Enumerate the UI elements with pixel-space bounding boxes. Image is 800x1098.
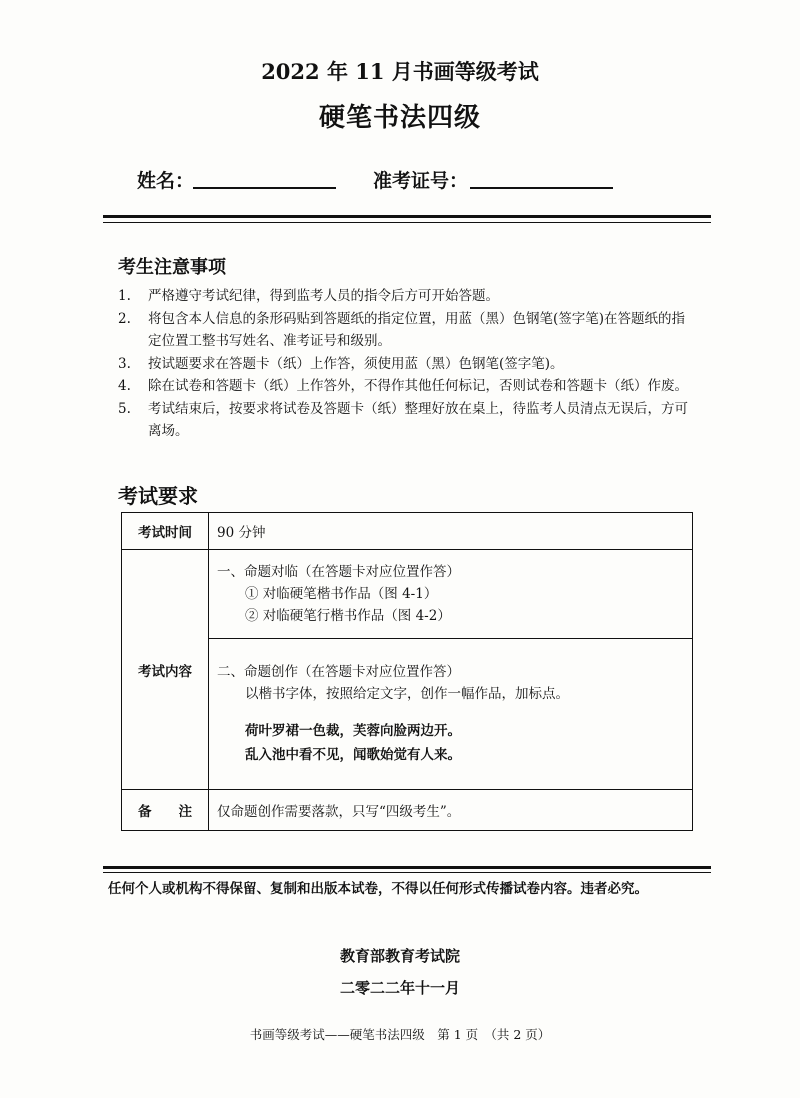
copyright-notice: 任何个人或机构不得保留、复制和出版本试卷，不得以任何形式传播试卷内容。违者必究。 (108, 881, 648, 897)
poem-line-1: 荷叶罗裙一色裁，芙蓉向脸两边开。 (245, 723, 461, 739)
requirements-heading: 考试要求 (118, 484, 198, 508)
candidate-id-label: 准考证号： (373, 170, 469, 192)
table-row (122, 513, 693, 550)
notice-item: 4. 除在试卷和答题卡（纸）上作答外，不得作其他任何标记，否则试卷和答题卡（纸）作废。 (118, 378, 688, 394)
candidate-id-blank-line[interactable] (470, 187, 613, 189)
part1-item-2: ② 对临硬笔行楷书作品（图 4-2） (245, 608, 451, 624)
exam-title: 2022 年 11 月书画等级考试 (261, 59, 539, 84)
footer-divider-thick (103, 866, 711, 869)
content-part2 (209, 639, 693, 790)
notice-item: 5. 考试结束后，按要求将试卷及答题卡（纸）整理好放在桌上，待监考人员清点无误后，方可离场。 (118, 400, 688, 439)
name-label: 姓名： (137, 170, 195, 192)
time-label: 考试时间 (122, 513, 209, 550)
notice-item: 3. 按试题要求在答题卡（纸）上作答，须使用蓝（黑）色钢笔(签字笔)。 (118, 355, 564, 372)
exam-subtitle: 硬笔书法四级 (318, 103, 481, 133)
notice-list (118, 285, 698, 443)
content-label: 考试内容 (122, 550, 209, 790)
content-part1 (209, 550, 693, 639)
header-divider-thick (103, 215, 711, 218)
notice-item: 2. 将包含本人信息的条形码贴到答题纸的指定位置，用蓝（黑）色钢笔(签字笔)在答题纸的指定位置工整书写姓名、准考证号和级别。 (118, 310, 686, 349)
requirements-table (121, 512, 693, 831)
time-value: 90 分钟 (209, 513, 693, 550)
issuer: 教育部教育考试院 (339, 947, 460, 965)
part2-description: 以楷书字体，按照给定文字，创作一幅作品，加标点。 (245, 686, 569, 702)
header-divider-thin (103, 222, 711, 223)
name-blank-line[interactable] (193, 187, 336, 189)
notice-item: 1. 严格遵守考试纪律，得到监考人员的指令后方可开始答题。 (118, 288, 499, 304)
notice-heading: 考生注意事项 (118, 257, 226, 278)
part2-title: 二、命题创作（在答题卡对应位置作答） (217, 664, 460, 680)
part1-item-1: ① 对临硬笔楷书作品（图 4-1） (245, 586, 438, 602)
footer-divider-thin (103, 872, 711, 873)
part1-title: 一、命题对临（在答题卡对应位置作答） (217, 564, 460, 580)
poem-text (217, 719, 684, 767)
poem-line-2: 乱入池中看不见，闻歌始觉有人来。 (245, 747, 461, 763)
issue-date: 二零二二年十一月 (339, 979, 460, 997)
note-label: 备 注 (122, 790, 209, 831)
table-row (122, 550, 693, 639)
page-footer: 书画等级考试——硬笔书法四级 第 1 页 （共 2 页） (249, 1027, 551, 1042)
table-row (122, 790, 693, 831)
note-value: 仅命题创作需要落款，只写“四级考生”。 (209, 790, 693, 831)
